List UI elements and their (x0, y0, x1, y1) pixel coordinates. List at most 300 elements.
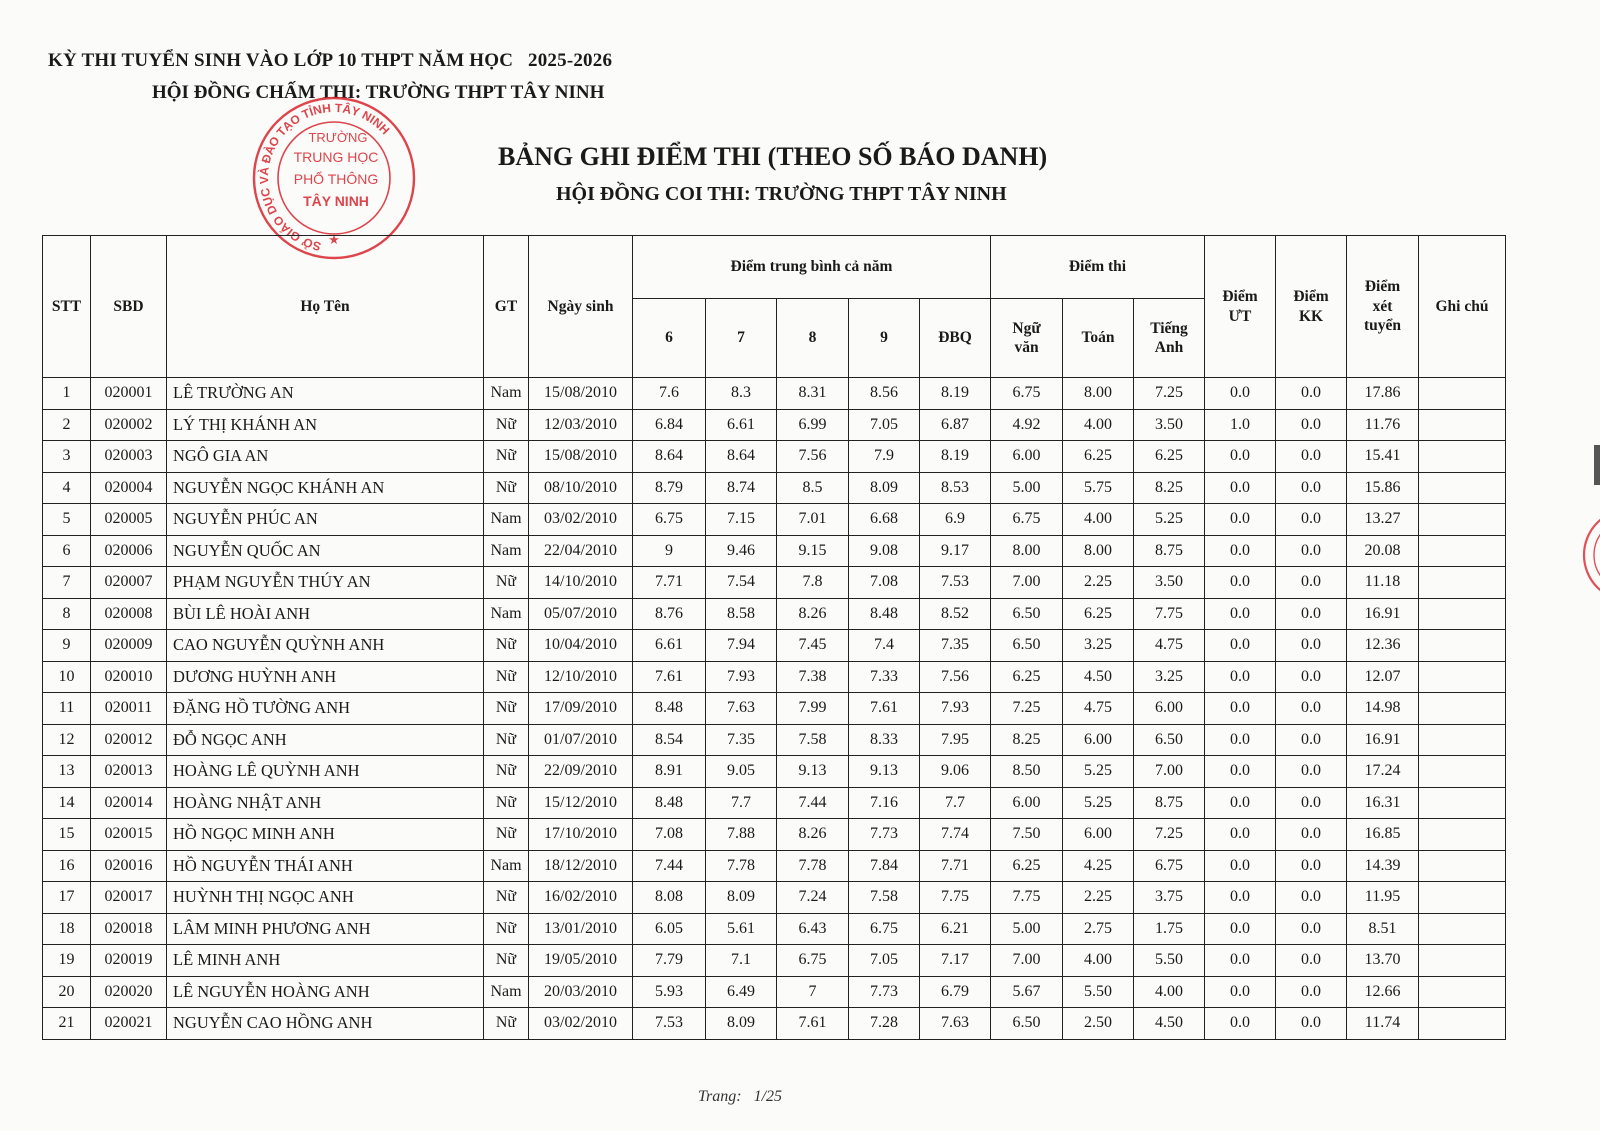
col-priority-l1: Điểm (1222, 288, 1258, 306)
cell-dbq: 8.19 (920, 441, 991, 473)
cell-grade-9: 8.33 (849, 724, 920, 756)
cell-literature: 6.50 (991, 598, 1063, 630)
cell-grade-7: 7.54 (706, 567, 777, 599)
cell-priority: 0.0 (1205, 504, 1276, 536)
col-name: Họ Tên (167, 236, 484, 378)
cell-priority: 0.0 (1205, 724, 1276, 756)
cell-sbd: 020012 (91, 724, 167, 756)
cell-gender: Nam (484, 535, 529, 567)
cell-literature: 7.75 (991, 882, 1063, 914)
cell-grade-9: 8.56 (849, 378, 920, 410)
cell-gender: Nữ (484, 661, 529, 693)
cell-english: 6.25 (1134, 441, 1205, 473)
cell-math: 6.25 (1063, 598, 1134, 630)
cell-grade-8: 6.99 (777, 409, 849, 441)
cell-literature: 5.00 (991, 472, 1063, 504)
cell-sbd: 020020 (91, 976, 167, 1008)
cell-bonus: 0.0 (1276, 378, 1347, 410)
cell-priority: 0.0 (1205, 1008, 1276, 1040)
cell-gender: Nam (484, 976, 529, 1008)
cell-note (1419, 724, 1506, 756)
score-table (42, 235, 1506, 1040)
cell-admission: 17.86 (1347, 378, 1419, 410)
cell-grade-9: 7.05 (849, 409, 920, 441)
cell-grade-7: 7.94 (706, 630, 777, 662)
col-priority (1205, 236, 1276, 378)
cell-math: 2.25 (1063, 882, 1134, 914)
cell-english: 8.25 (1134, 472, 1205, 504)
cell-english: 7.25 (1134, 819, 1205, 851)
cell-sbd: 020005 (91, 504, 167, 536)
cell-note (1419, 882, 1506, 914)
cell-math: 4.25 (1063, 850, 1134, 882)
cell-note (1419, 472, 1506, 504)
cell-grade-8: 7 (777, 976, 849, 1008)
cell-name: NGUYỄN QUỐC AN (167, 535, 484, 567)
cell-priority: 0.0 (1205, 913, 1276, 945)
edge-stamp-fragment (1582, 500, 1600, 610)
cell-bonus: 0.0 (1276, 756, 1347, 788)
cell-priority: 0.0 (1205, 661, 1276, 693)
cell-name: LÂM MINH PHƯƠNG ANH (167, 913, 484, 945)
cell-dob: 03/02/2010 (529, 504, 633, 536)
cell-bonus: 0.0 (1276, 661, 1347, 693)
cell-dbq: 8.52 (920, 598, 991, 630)
cell-bonus: 0.0 (1276, 598, 1347, 630)
cell-math: 5.75 (1063, 472, 1134, 504)
cell-dbq: 9.17 (920, 535, 991, 567)
cell-dbq: 8.19 (920, 378, 991, 410)
cell-stt: 7 (43, 567, 91, 599)
cell-grade-8: 7.8 (777, 567, 849, 599)
cell-grade-7: 8.09 (706, 1008, 777, 1040)
table-row (43, 945, 1506, 977)
cell-priority: 0.0 (1205, 850, 1276, 882)
cell-grade-6: 8.91 (633, 756, 706, 788)
cell-grade-9: 7.28 (849, 1008, 920, 1040)
grading-council: HỘI ĐỒNG CHẤM THI: TRƯỜNG THPT TÂY NINH (152, 82, 605, 103)
cell-stt: 2 (43, 409, 91, 441)
cell-bonus: 0.0 (1276, 472, 1347, 504)
cell-gender: Nữ (484, 409, 529, 441)
cell-grade-6: 6.75 (633, 504, 706, 536)
cell-bonus: 0.0 (1276, 819, 1347, 851)
cell-gender: Nữ (484, 913, 529, 945)
cell-note (1419, 378, 1506, 410)
cell-grade-7: 7.15 (706, 504, 777, 536)
cell-admission: 16.85 (1347, 819, 1419, 851)
cell-grade-6: 7.44 (633, 850, 706, 882)
stamp-line3: PHỔ THÔNG (293, 171, 379, 187)
cell-priority: 0.0 (1205, 535, 1276, 567)
cell-name: LÊ MINH ANH (167, 945, 484, 977)
cell-note (1419, 693, 1506, 725)
table-row (43, 724, 1506, 756)
cell-priority: 0.0 (1205, 567, 1276, 599)
cell-admission: 14.39 (1347, 850, 1419, 882)
cell-priority: 0.0 (1205, 756, 1276, 788)
table-row (43, 504, 1506, 536)
cell-grade-8: 7.45 (777, 630, 849, 662)
cell-literature: 8.50 (991, 756, 1063, 788)
cell-sbd: 020004 (91, 472, 167, 504)
cell-priority: 0.0 (1205, 819, 1276, 851)
cell-grade-6: 8.79 (633, 472, 706, 504)
cell-math: 2.50 (1063, 1008, 1134, 1040)
cell-math: 6.00 (1063, 819, 1134, 851)
cell-grade-9: 7.61 (849, 693, 920, 725)
cell-grade-6: 6.05 (633, 913, 706, 945)
cell-dob: 18/12/2010 (529, 850, 633, 882)
cell-grade-9: 6.68 (849, 504, 920, 536)
cell-grade-7: 8.58 (706, 598, 777, 630)
cell-sbd: 020011 (91, 693, 167, 725)
cell-note (1419, 661, 1506, 693)
cell-dob: 05/07/2010 (529, 598, 633, 630)
cell-stt: 3 (43, 441, 91, 473)
cell-grade-8: 9.13 (777, 756, 849, 788)
cell-math: 6.00 (1063, 724, 1134, 756)
cell-admission: 14.98 (1347, 693, 1419, 725)
cell-dbq: 7.95 (920, 724, 991, 756)
cell-gender: Nữ (484, 693, 529, 725)
cell-literature: 7.00 (991, 945, 1063, 977)
table-row (43, 630, 1506, 662)
col-literature-l1: Ngữ (1012, 319, 1041, 337)
cell-priority: 0.0 (1205, 472, 1276, 504)
cell-english: 3.25 (1134, 661, 1205, 693)
cell-note (1419, 850, 1506, 882)
stamp-line4: TÂY NINH (303, 193, 369, 209)
table-row (43, 567, 1506, 599)
cell-stt: 14 (43, 787, 91, 819)
cell-sbd: 020010 (91, 661, 167, 693)
cell-admission: 12.66 (1347, 976, 1419, 1008)
cell-literature: 7.25 (991, 693, 1063, 725)
cell-grade-7: 5.61 (706, 913, 777, 945)
cell-dob: 01/07/2010 (529, 724, 633, 756)
stamp-star-icon: ★ (328, 232, 340, 247)
cell-grade-6: 8.48 (633, 693, 706, 725)
col-literature-l2: văn (1014, 339, 1039, 356)
cell-grade-8: 7.38 (777, 661, 849, 693)
cell-grade-9: 7.9 (849, 441, 920, 473)
cell-stt: 12 (43, 724, 91, 756)
cell-grade-7: 6.61 (706, 409, 777, 441)
cell-admission: 13.27 (1347, 504, 1419, 536)
cell-english: 6.00 (1134, 693, 1205, 725)
cell-priority: 0.0 (1205, 882, 1276, 914)
cell-grade-8: 7.99 (777, 693, 849, 725)
col-bonus-l1: Điểm (1293, 288, 1329, 306)
cell-sbd: 020021 (91, 1008, 167, 1040)
cell-literature: 6.50 (991, 1008, 1063, 1040)
cell-grade-8: 7.44 (777, 787, 849, 819)
cell-bonus: 0.0 (1276, 850, 1347, 882)
score-rows (43, 378, 1506, 1040)
cell-admission: 11.95 (1347, 882, 1419, 914)
cell-literature: 6.50 (991, 630, 1063, 662)
cell-admission: 12.36 (1347, 630, 1419, 662)
cell-grade-9: 6.75 (849, 913, 920, 945)
cell-literature: 7.00 (991, 567, 1063, 599)
cell-dob: 15/12/2010 (529, 787, 633, 819)
cell-english: 4.50 (1134, 1008, 1205, 1040)
cell-english: 7.25 (1134, 378, 1205, 410)
cell-grade-9: 9.13 (849, 756, 920, 788)
table-row (43, 693, 1506, 725)
cell-priority: 0.0 (1205, 693, 1276, 725)
cell-dob: 08/10/2010 (529, 472, 633, 504)
cell-admission: 12.07 (1347, 661, 1419, 693)
cell-math: 6.25 (1063, 441, 1134, 473)
cell-admission: 16.91 (1347, 598, 1419, 630)
cell-stt: 20 (43, 976, 91, 1008)
cell-gender: Nam (484, 598, 529, 630)
col-group-exam: Điểm thi (991, 236, 1205, 299)
cell-dbq: 7.35 (920, 630, 991, 662)
col-admission-l2: xét (1372, 297, 1393, 315)
cell-math: 5.25 (1063, 787, 1134, 819)
cell-priority: 1.0 (1205, 409, 1276, 441)
cell-math: 5.50 (1063, 976, 1134, 1008)
cell-grade-8: 7.78 (777, 850, 849, 882)
table-row (43, 756, 1506, 788)
cell-grade-9: 8.48 (849, 598, 920, 630)
edge-mark (1594, 445, 1600, 485)
cell-literature: 6.00 (991, 787, 1063, 819)
cell-bonus: 0.0 (1276, 567, 1347, 599)
cell-sbd: 020007 (91, 567, 167, 599)
cell-name: DƯƠNG HUỲNH ANH (167, 661, 484, 693)
cell-gender: Nữ (484, 567, 529, 599)
cell-math: 4.50 (1063, 661, 1134, 693)
cell-admission: 11.18 (1347, 567, 1419, 599)
cell-grade-9: 7.73 (849, 976, 920, 1008)
cell-grade-9: 7.05 (849, 945, 920, 977)
cell-grade-6: 7.61 (633, 661, 706, 693)
cell-bonus: 0.0 (1276, 724, 1347, 756)
cell-gender: Nữ (484, 472, 529, 504)
cell-bonus: 0.0 (1276, 693, 1347, 725)
cell-dob: 20/03/2010 (529, 976, 633, 1008)
exam-title (48, 50, 612, 72)
cell-sbd: 020015 (91, 819, 167, 851)
cell-math: 8.00 (1063, 378, 1134, 410)
cell-note (1419, 409, 1506, 441)
cell-priority: 0.0 (1205, 441, 1276, 473)
cell-grade-8: 7.61 (777, 1008, 849, 1040)
cell-note (1419, 535, 1506, 567)
cell-grade-6: 6.84 (633, 409, 706, 441)
cell-dbq: 6.21 (920, 913, 991, 945)
cell-name: ĐẶNG HỒ TƯỜNG ANH (167, 693, 484, 725)
cell-english: 5.50 (1134, 945, 1205, 977)
cell-grade-7: 9.46 (706, 535, 777, 567)
cell-name: LÊ TRƯỜNG AN (167, 378, 484, 410)
cell-bonus: 0.0 (1276, 630, 1347, 662)
cell-english: 3.50 (1134, 567, 1205, 599)
cell-admission: 15.41 (1347, 441, 1419, 473)
col-admission-l3: tuyển (1363, 317, 1402, 335)
cell-gender: Nữ (484, 724, 529, 756)
cell-admission: 11.74 (1347, 1008, 1419, 1040)
col-priority-l2: ƯT (1228, 307, 1252, 325)
cell-name: ĐỖ NGỌC ANH (167, 724, 484, 756)
cell-stt: 21 (43, 1008, 91, 1040)
cell-note (1419, 630, 1506, 662)
cell-dbq: 7.71 (920, 850, 991, 882)
cell-priority: 0.0 (1205, 598, 1276, 630)
cell-english: 4.00 (1134, 976, 1205, 1008)
cell-priority: 0.0 (1205, 976, 1276, 1008)
cell-dbq: 7.56 (920, 661, 991, 693)
cell-dob: 22/09/2010 (529, 756, 633, 788)
cell-literature: 6.75 (991, 378, 1063, 410)
cell-grade-9: 7.33 (849, 661, 920, 693)
cell-stt: 19 (43, 945, 91, 977)
cell-bonus: 0.0 (1276, 976, 1347, 1008)
cell-grade-7: 7.88 (706, 819, 777, 851)
table-row (43, 913, 1506, 945)
cell-note (1419, 913, 1506, 945)
cell-math: 2.25 (1063, 567, 1134, 599)
table-row (43, 976, 1506, 1008)
cell-stt: 5 (43, 504, 91, 536)
cell-grade-7: 8.64 (706, 441, 777, 473)
cell-bonus: 0.0 (1276, 1008, 1347, 1040)
cell-grade-7: 8.09 (706, 882, 777, 914)
document-title: BẢNG GHI ĐIỂM THI (THEO SỐ BÁO DANH) (498, 142, 1048, 171)
cell-name: LÝ THỊ KHÁNH AN (167, 409, 484, 441)
cell-grade-6: 8.54 (633, 724, 706, 756)
cell-name: HỒ NGỌC MINH ANH (167, 819, 484, 851)
cell-name: HỒ NGUYỄN THÁI ANH (167, 850, 484, 882)
cell-name: NGÔ GIA AN (167, 441, 484, 473)
cell-english: 7.75 (1134, 598, 1205, 630)
cell-english: 5.25 (1134, 504, 1205, 536)
stamp-line2: TRUNG HỌC (293, 149, 379, 165)
cell-grade-9: 7.73 (849, 819, 920, 851)
cell-english: 7.00 (1134, 756, 1205, 788)
cell-stt: 11 (43, 693, 91, 725)
cell-grade-7: 7.78 (706, 850, 777, 882)
cell-grade-6: 7.08 (633, 819, 706, 851)
cell-dbq: 7.74 (920, 819, 991, 851)
cell-grade-6: 7.53 (633, 1008, 706, 1040)
cell-dbq: 6.9 (920, 504, 991, 536)
cell-math: 8.00 (1063, 535, 1134, 567)
cell-math: 4.00 (1063, 504, 1134, 536)
col-grade-8: 8 (777, 299, 849, 378)
cell-dbq: 6.79 (920, 976, 991, 1008)
cell-admission: 20.08 (1347, 535, 1419, 567)
cell-literature: 4.92 (991, 409, 1063, 441)
cell-grade-8: 7.56 (777, 441, 849, 473)
col-english-l2: Anh (1154, 339, 1184, 356)
cell-grade-7: 7.7 (706, 787, 777, 819)
cell-name: NGUYỄN CAO HỒNG ANH (167, 1008, 484, 1040)
document-subtitle: HỘI ĐỒNG COI THI: TRƯỜNG THPT TÂY NINH (556, 183, 1007, 205)
table-row (43, 378, 1506, 410)
cell-stt: 8 (43, 598, 91, 630)
cell-gender: Nữ (484, 630, 529, 662)
cell-grade-9: 7.16 (849, 787, 920, 819)
cell-grade-6: 8.64 (633, 441, 706, 473)
page-number: 1/25 (753, 1088, 783, 1105)
cell-grade-9: 9.08 (849, 535, 920, 567)
stamp-ring-text: SỞ GIÁO DỤC VÀ ĐÀO TẠO TỈNH TÂY NINH (256, 100, 393, 254)
cell-gender: Nam (484, 378, 529, 410)
cell-stt: 15 (43, 819, 91, 851)
cell-stt: 18 (43, 913, 91, 945)
cell-literature: 6.00 (991, 441, 1063, 473)
col-english (1134, 299, 1205, 378)
cell-dob: 12/10/2010 (529, 661, 633, 693)
cell-english: 8.75 (1134, 535, 1205, 567)
cell-name: NGUYỄN PHÚC AN (167, 504, 484, 536)
cell-stt: 6 (43, 535, 91, 567)
cell-admission: 11.76 (1347, 409, 1419, 441)
cell-grade-8: 6.75 (777, 945, 849, 977)
cell-priority: 0.0 (1205, 378, 1276, 410)
col-admission-l1: Điểm (1364, 278, 1401, 296)
col-math: Toán (1063, 299, 1134, 378)
cell-name: CAO NGUYỄN QUỲNH ANH (167, 630, 484, 662)
cell-gender: Nữ (484, 882, 529, 914)
col-sbd: SBD (91, 236, 167, 378)
cell-gender: Nam (484, 850, 529, 882)
cell-grade-7: 7.35 (706, 724, 777, 756)
cell-english: 4.75 (1134, 630, 1205, 662)
cell-gender: Nữ (484, 787, 529, 819)
cell-literature: 6.75 (991, 504, 1063, 536)
cell-admission: 15.86 (1347, 472, 1419, 504)
cell-grade-6: 7.6 (633, 378, 706, 410)
cell-literature: 8.00 (991, 535, 1063, 567)
cell-grade-9: 7.08 (849, 567, 920, 599)
cell-english: 6.75 (1134, 850, 1205, 882)
cell-literature: 6.25 (991, 661, 1063, 693)
page-label: Trang: (698, 1088, 742, 1105)
cell-sbd: 020017 (91, 882, 167, 914)
cell-dob: 19/05/2010 (529, 945, 633, 977)
cell-grade-8: 7.01 (777, 504, 849, 536)
cell-bonus: 0.0 (1276, 535, 1347, 567)
cell-sbd: 020013 (91, 756, 167, 788)
cell-bonus: 0.0 (1276, 441, 1347, 473)
cell-priority: 0.0 (1205, 945, 1276, 977)
cell-gender: Nam (484, 504, 529, 536)
cell-sbd: 020006 (91, 535, 167, 567)
cell-grade-8: 8.26 (777, 598, 849, 630)
cell-english: 3.50 (1134, 409, 1205, 441)
cell-dbq: 7.7 (920, 787, 991, 819)
col-bonus (1276, 236, 1347, 378)
cell-dob: 17/09/2010 (529, 693, 633, 725)
cell-grade-6: 9 (633, 535, 706, 567)
cell-admission: 17.24 (1347, 756, 1419, 788)
cell-sbd: 020014 (91, 787, 167, 819)
cell-dbq: 7.53 (920, 567, 991, 599)
cell-bonus: 0.0 (1276, 913, 1347, 945)
col-english-l1: Tiếng (1150, 319, 1188, 337)
cell-grade-8: 9.15 (777, 535, 849, 567)
table-row (43, 882, 1506, 914)
cell-english: 6.50 (1134, 724, 1205, 756)
cell-literature: 5.00 (991, 913, 1063, 945)
cell-dob: 13/01/2010 (529, 913, 633, 945)
